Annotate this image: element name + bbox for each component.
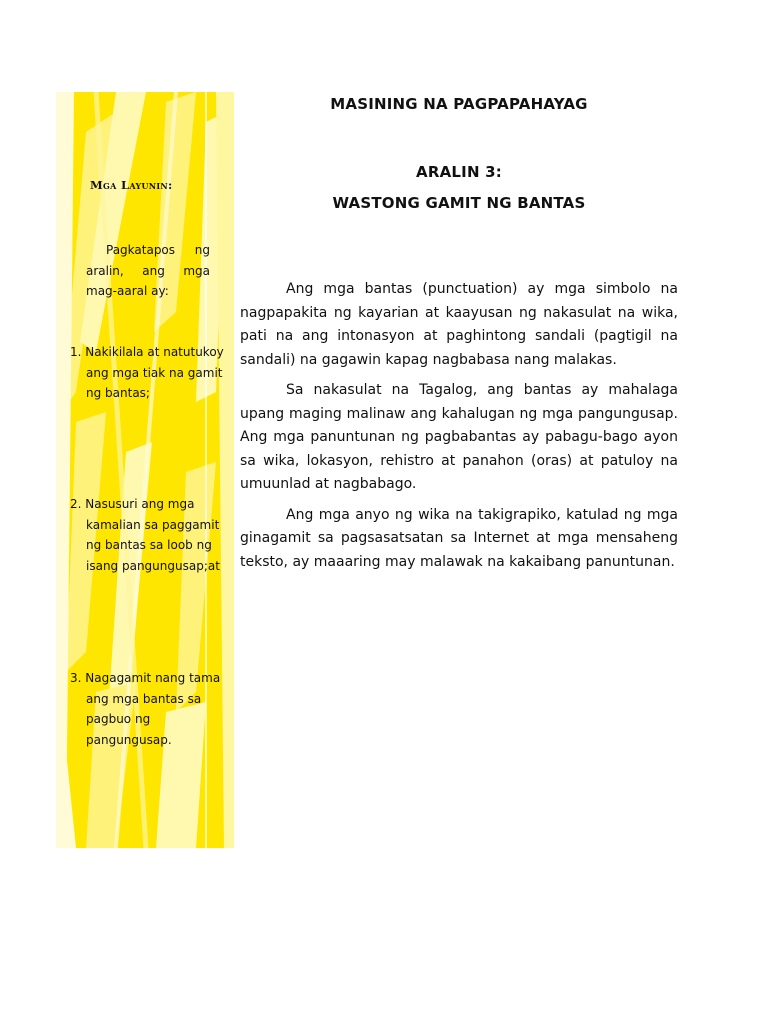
objectives-intro: Pagkatapos ng aralin, ang mga mag-aaral ay:: [86, 243, 210, 298]
lesson-number: ARALIN 3:: [416, 163, 502, 181]
lesson-body: [240, 278, 678, 581]
objective-item: 2. Nasusuri ang mga kamalian sa paggamit ng bantas sa loob ng isang pangungusap;at: [70, 497, 220, 573]
body-paragraph: Ang mga anyo ng wika na takigrapiko, katulad ng mga ginagamit sa pagsasatsatan sa Internet at mga mensaheng teksto, ay maaaring may malawak na kakaibang panuntunan.: [240, 506, 678, 570]
document-title: MASINING NA PAGPAPAHAYAG: [330, 95, 588, 113]
lesson-title: WASTONG GAMIT NG BANTAS: [332, 194, 586, 212]
objectives-heading: Mga Layunin:: [90, 178, 173, 192]
body-paragraph: Sa nakasulat na Tagalog, ang bantas ay mahalaga upang maging malinaw ang kahalugan ng mga pangungusap. Ang mga panuntunan ng pagbabantas ay pabagu-bago ayon sa wika, lokasyon, rehistro at panahon (oras) at patuloy na umuunlad at nagbabago.: [240, 382, 678, 492]
objective-item: 3. Nagagamit nang tama ang mga bantas sa pagbuo ng pangungusap.: [70, 671, 221, 747]
body-paragraph: Ang mga bantas (punctuation) ay mga simbolo na nagpapakita ng kayarian at kaayusan ng nakasulat na wika, pati na ang intonasyon at paghintong sandali (pagtigil na sandali) na gagawin kapag nagbabasa nang malakas.: [240, 281, 678, 368]
objectives-sidebar: [56, 92, 234, 848]
objective-item: 1. Nakikilala at natutukoy ang mga tiak na gamit ng bantas;: [70, 345, 224, 400]
